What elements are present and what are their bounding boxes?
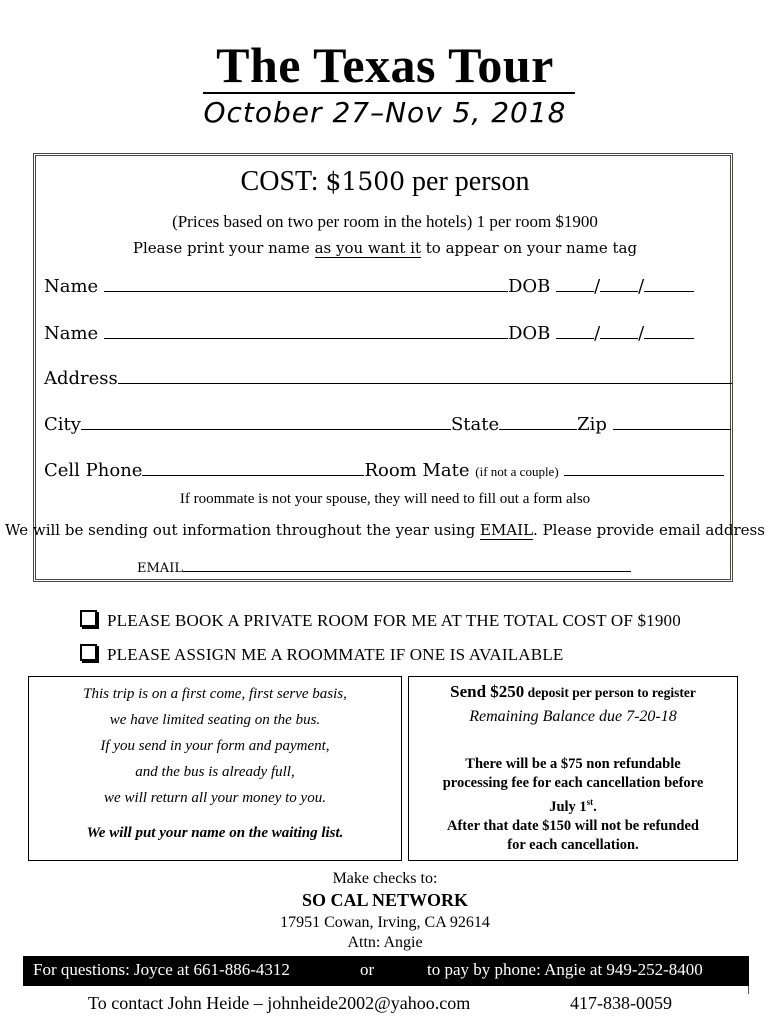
balance-due: Remaining Balance due 7-20-18	[469, 708, 677, 725]
email-note	[0, 521, 770, 539]
policy-line: we will return all your money to you.	[104, 790, 326, 806]
fee-line: After that date $150 will not be refunded	[447, 817, 699, 834]
state-field[interactable]	[499, 414, 577, 430]
city-label: City	[44, 414, 81, 435]
zip-label: Zip	[577, 414, 607, 435]
assign-roommate-checkbox[interactable]	[80, 644, 97, 661]
deposit-text: deposit per person to register	[524, 685, 696, 700]
dob-day-field-1[interactable]	[600, 276, 638, 292]
private-room-checkbox[interactable]	[80, 610, 97, 627]
policy-line: we have limited seating on the bus.	[109, 712, 321, 728]
zip-field[interactable]	[613, 414, 731, 430]
fee-date-end: .	[593, 798, 597, 815]
dob-month-field-1[interactable]	[556, 276, 594, 292]
fee-line	[408, 793, 738, 817]
email-field[interactable]	[183, 559, 631, 572]
policy-line: This trip is on a first come, first serve basis,	[83, 686, 347, 702]
print-note-end: to appear on your name tag	[420, 239, 638, 257]
policy-line: and the bus is already full,	[135, 764, 295, 780]
name-label: Name	[44, 323, 99, 344]
print-note-start: Please print your name	[132, 239, 315, 257]
cell-row	[44, 460, 724, 481]
assign-roommate-option[interactable]	[80, 644, 564, 665]
waiting-list-line: We will put your name on the waiting list.	[86, 825, 344, 841]
dob-month-field-2[interactable]	[556, 323, 594, 339]
name-row-2	[44, 323, 694, 344]
assign-roommate-label: PLEASE ASSIGN ME A ROOMMATE IF ONE IS AVAILABLE	[107, 645, 564, 664]
name-field-1[interactable]	[104, 276, 508, 292]
fee-line: processing fee for each cancellation before	[442, 775, 704, 791]
fee-date-suffix: st	[586, 797, 594, 807]
payee-address: 17951 Cowan, Irving, CA 92614	[280, 914, 490, 931]
dob-year-field-1[interactable]	[644, 276, 694, 292]
dob-slash: /	[594, 323, 601, 344]
policy-line: If you send in your form and payment,	[100, 738, 330, 754]
deposit-amount: Send $250	[450, 682, 525, 701]
email-label: EMAIL	[137, 561, 183, 576]
print-name-note	[0, 239, 770, 257]
questions-contact: For questions: Joyce at 661-886-4312	[33, 960, 290, 979]
cell-phone-field[interactable]	[142, 460, 364, 476]
email-row	[137, 559, 631, 576]
fee-line: There will be a $75 non refundable	[465, 756, 681, 772]
make-checks-label: Make checks to:	[332, 870, 438, 887]
city-field[interactable]	[81, 414, 451, 430]
email-note-end: . Please provide email address	[533, 521, 765, 539]
cost-suffix: per person	[412, 166, 530, 197]
john-heide-contact: To contact John Heide – johnheide2002@yahoo.com	[88, 993, 471, 1013]
payee-attn: Attn: Angie	[347, 934, 423, 951]
roommate-note: If roommate is not your spouse, they will need to fill out a form also	[179, 491, 591, 507]
dob-year-field-2[interactable]	[644, 323, 694, 339]
cell-phone-label: Cell Phone	[44, 460, 143, 481]
dob-slash: /	[638, 323, 645, 344]
fee-date: July 1	[549, 798, 587, 815]
dob-slash: /	[638, 276, 645, 297]
roommate-label: Room Mate	[364, 460, 470, 481]
private-room-option[interactable]	[80, 610, 681, 631]
name-field-2[interactable]	[104, 323, 508, 339]
name-label: Name	[44, 276, 99, 297]
policy-text	[28, 681, 402, 846]
cost-price: $1500	[325, 167, 406, 196]
cost-line	[0, 166, 770, 198]
fee-line: for each cancellation.	[507, 836, 639, 853]
page-title: The Texas Tour	[216, 37, 554, 93]
roommate-field[interactable]	[564, 460, 724, 476]
prices-note: (Prices based on two per room in the hotels) 1 per room $1900	[172, 212, 598, 231]
email-note-underlined: EMAIL	[480, 521, 534, 539]
dob-label: DOB	[507, 323, 551, 344]
dob-day-field-2[interactable]	[600, 323, 638, 339]
tour-dates: October 27–Nov 5, 2018	[203, 96, 567, 129]
print-note-underlined: as you want it	[314, 239, 421, 257]
dob-label: DOB	[507, 276, 551, 297]
roommate-qualifier: (if not a couple)	[475, 464, 559, 479]
deposit-line	[408, 682, 738, 702]
name-row-1	[44, 276, 694, 297]
address-label: Address	[44, 368, 118, 389]
email-note-start: We will be sending out information throughout the year using	[5, 521, 480, 539]
divider	[748, 986, 749, 994]
dob-slash: /	[594, 276, 601, 297]
cost-label: COST:	[240, 166, 319, 197]
cancellation-terms	[408, 755, 738, 855]
pay-by-phone-contact: to pay by phone: Angie at 949-252-8400	[427, 960, 703, 979]
private-room-label: PLEASE BOOK A PRIVATE ROOM FOR ME AT THE TOTAL COST OF $1900	[107, 611, 681, 630]
state-label: State	[450, 414, 500, 435]
payee-name: SO CAL NETWORK	[301, 890, 469, 910]
city-row	[44, 414, 731, 435]
address-row	[44, 368, 732, 389]
address-field[interactable]	[118, 368, 732, 384]
or-text: or	[360, 960, 375, 979]
john-heide-phone: 417-838-0059	[570, 993, 672, 1013]
title-underline	[203, 92, 575, 94]
